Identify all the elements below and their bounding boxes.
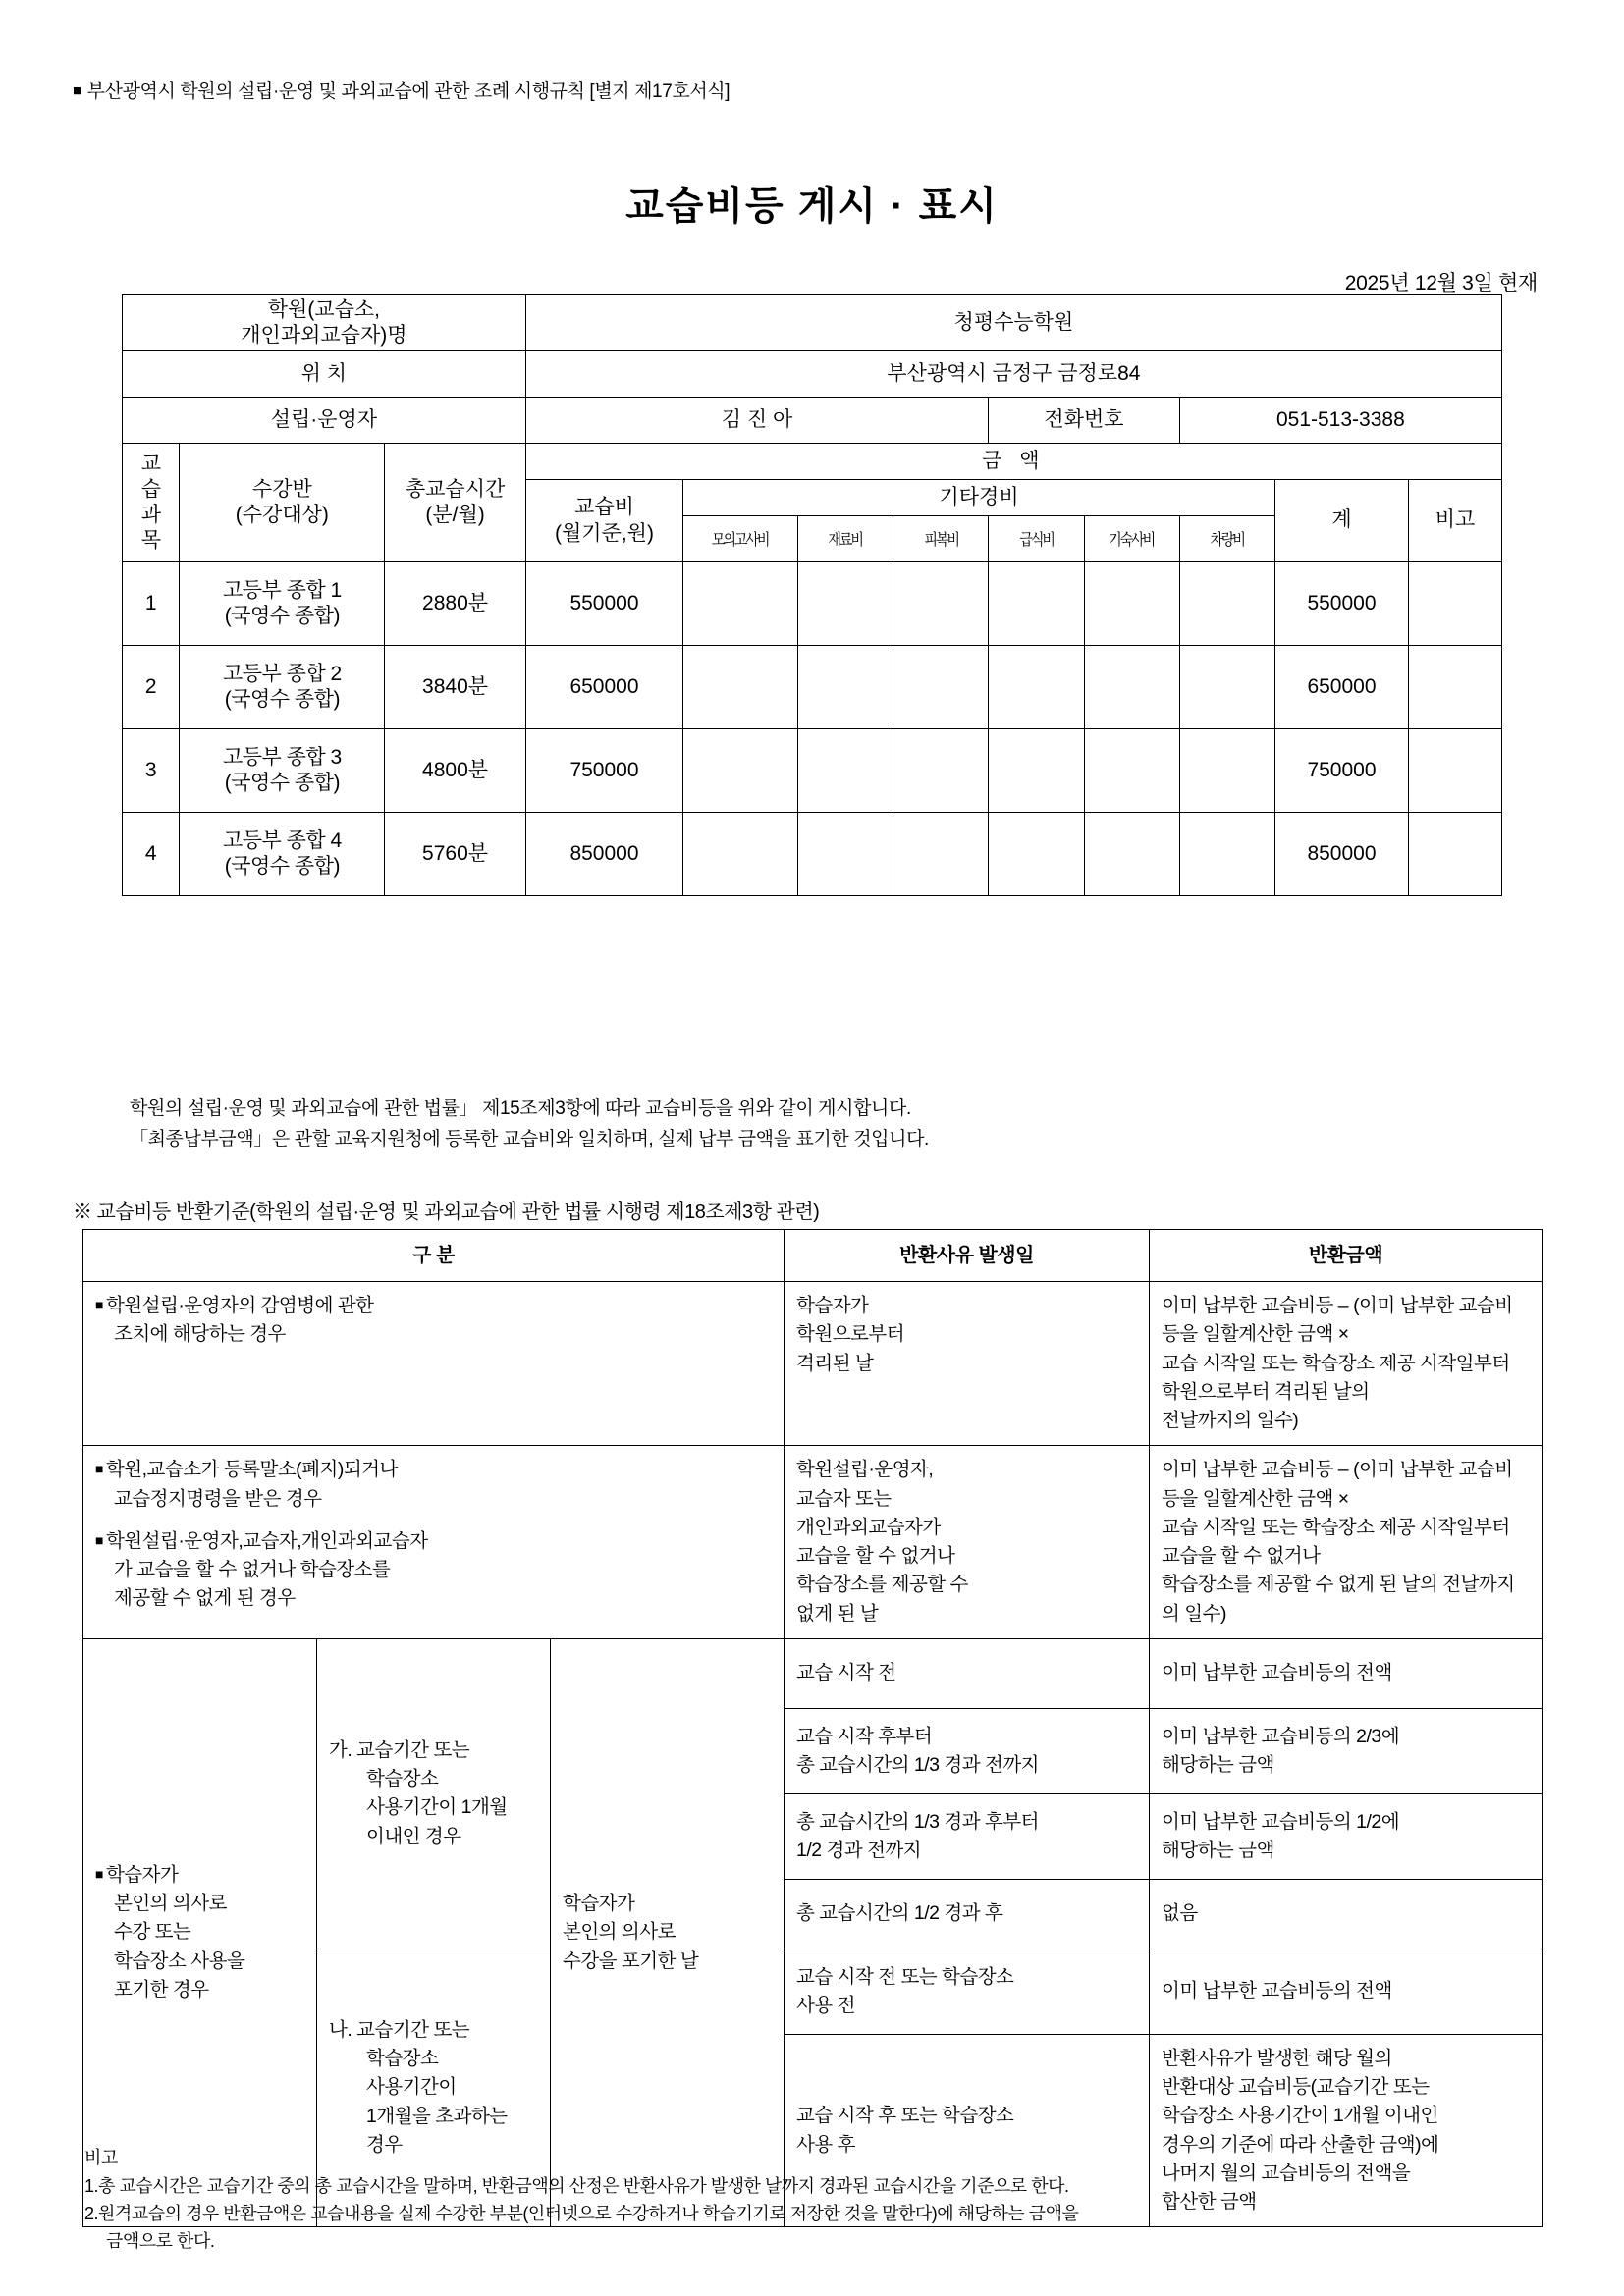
refund-row3-sub-b-line4: 1개월을 초과하는 xyxy=(366,2105,508,2127)
refund-row1-division-line1: 학원설립·운영자의 감염병에 관한 xyxy=(105,1295,374,1316)
square-bullet-icon: ■ xyxy=(73,82,81,99)
phone-value: 051-513-3388 xyxy=(1179,398,1501,444)
row-etc-6 xyxy=(1179,729,1274,813)
row-no: 2 xyxy=(123,646,180,729)
refund-row1-cause xyxy=(785,1282,1150,1446)
refund-condition xyxy=(785,1638,1150,1708)
fee-table xyxy=(122,294,1502,896)
refund-header-cause-date: 반환사유 발생일 xyxy=(785,1230,1150,1282)
row-etc-5 xyxy=(1084,813,1179,896)
row-etc-2 xyxy=(797,813,893,896)
header-class-line2: (수강대상) xyxy=(235,504,329,526)
square-bullet-icon: ■ xyxy=(95,1461,103,1477)
academy-name-label xyxy=(123,295,526,351)
refund-amount xyxy=(1150,2034,1543,2227)
refund-amount-line1: 이미 납부한 교습비등의 전액 xyxy=(1162,1980,1392,2002)
refund-row2-cause-line4: 교습을 할 수 없거나 xyxy=(796,1545,955,1567)
header-tuition-line1: 교습비 xyxy=(574,496,634,519)
refund-row2-division-a-line2: 교습정지명령을 받은 경우 xyxy=(114,1487,322,1510)
refund-row1-cause-line2: 학원으로부터 xyxy=(796,1323,905,1346)
row-class-line2: (국영수 종합) xyxy=(224,605,340,627)
refund-row1-cause-line3: 격리된 날 xyxy=(796,1352,874,1374)
refund-amount-line5: 나머지 월의 교습비등의 전액을 xyxy=(1162,2162,1411,2184)
row-sum: 850000 xyxy=(1274,813,1408,896)
header-class-line1: 수강반 xyxy=(251,477,312,501)
refund-row3-division-line3: 수강 또는 xyxy=(114,1921,191,1944)
row-class xyxy=(180,813,385,896)
header-subject-char-2: 습 xyxy=(140,477,161,501)
refund-condition-line1: 총 교습시간의 1/3 경과 후부터 xyxy=(796,1810,1040,1833)
row-etc-6 xyxy=(1179,562,1274,646)
row-etc-1 xyxy=(683,729,798,813)
header-total-time-line1: 총교습시간 xyxy=(405,477,506,501)
refund-row3-cause-line1: 학습자가 xyxy=(563,1893,635,1915)
row-remark xyxy=(1409,729,1502,813)
refund-row1-division-line2: 조치에 해당하는 경우 xyxy=(114,1323,286,1346)
refund-condition-line2: 1/2 경과 전까지 xyxy=(796,1839,922,1861)
row-etc-3 xyxy=(893,646,989,729)
header-sum: 계 xyxy=(1274,480,1408,562)
row-etc-4 xyxy=(989,729,1084,813)
header-tuition xyxy=(525,480,682,562)
row-tuition: 650000 xyxy=(525,646,682,729)
refund-row3-sub-a-line3: 사용기간이 1개월 xyxy=(366,1796,508,1819)
row-etc-4 xyxy=(989,562,1084,646)
header-subject-char-1: 교 xyxy=(140,452,161,475)
location-value: 부산광역시 금정구 금정로84 xyxy=(525,351,1501,398)
refund-amount-line2: 해당하는 금액 xyxy=(1162,1753,1274,1776)
refund-condition-line1: 교습 시작 후부터 xyxy=(796,1725,933,1747)
row-tuition: 850000 xyxy=(525,813,682,896)
refund-row3-sub-b-line1: 나. 교습기간 또는 xyxy=(329,2018,470,2041)
refund-row3-sub-a-line1: 가. 교습기간 또는 xyxy=(329,1738,470,1761)
note-line-1: 학원의 설립·운영 및 과외교습에 관한 법률」 제15조제3항에 따라 교습비등을 위와 같이 게시합니다. xyxy=(130,1098,911,1119)
refund-condition-line2: 사용 전 xyxy=(796,1994,855,2016)
header-amount: 금 액 xyxy=(525,444,1501,480)
row-etc-3 xyxy=(893,729,989,813)
row-no: 1 xyxy=(123,562,180,646)
row-etc-4 xyxy=(989,646,1084,729)
square-bullet-icon: ■ xyxy=(95,1531,103,1548)
refund-amount xyxy=(1150,1949,1543,2034)
refund-row2-division-b-line3: 제공할 수 없게 된 경우 xyxy=(114,1587,296,1610)
row-remark xyxy=(1409,813,1502,896)
refund-row1-amount-line2: 교습 시작일 또는 학습장소 제공 시작일부터 학원으로부터 격리된 날의 xyxy=(1162,1352,1510,1403)
refund-condition xyxy=(785,1949,1150,2034)
refund-row1-division xyxy=(83,1282,785,1446)
refund-row2-cause xyxy=(785,1446,1150,1639)
refund-amount-line1: 이미 납부한 교습비등의 전액 xyxy=(1162,1662,1392,1684)
header-etc-item-2: 재료비 xyxy=(797,516,893,562)
header-class xyxy=(180,444,385,562)
row-tuition: 750000 xyxy=(525,729,682,813)
refund-row3-sub-b-line5: 경우 xyxy=(366,2133,403,2156)
header-etc-item-3: 피복비 xyxy=(893,516,989,562)
table-row xyxy=(123,562,1502,646)
row-tuition: 550000 xyxy=(525,562,682,646)
row-class xyxy=(180,646,385,729)
table-row xyxy=(123,646,1502,729)
header-etc-item-6: 차량비 xyxy=(1179,516,1274,562)
refund-amount-line3: 학습장소 사용기간이 1개월 이내인 xyxy=(1162,2105,1438,2127)
refund-amount-line6: 합산한 금액 xyxy=(1162,2191,1257,2213)
row-remark xyxy=(1409,562,1502,646)
refund-row3-cause-line2: 본인의 의사로 xyxy=(563,1921,676,1944)
refund-condition xyxy=(785,1708,1150,1793)
row-etc-5 xyxy=(1084,729,1179,813)
footnote-item-2: 2.원격교습의 경우 반환금액은 교습내용을 실제 수강한 부분(인터넷으로 수강하거나 학습기기로 저장한 것을 말한다)에 해당하는 금액을 xyxy=(84,2203,1079,2223)
row-etc-4 xyxy=(989,813,1084,896)
header-subject-char-3: 과 xyxy=(140,504,161,526)
form-code-text: 부산광역시 학원의 설립·운영 및 과외교습에 관한 조례 시행규칙 [별지 제17호서식] xyxy=(86,81,731,102)
refund-row2-amount-line2: 교습 시작일 또는 학습장소 제공 시작일부터 교습을 할 수 없거나 xyxy=(1162,1516,1510,1567)
row-remark xyxy=(1409,646,1502,729)
refund-row1-amount xyxy=(1150,1282,1543,1446)
refund-section-title: ※ 교습비등 반환기준(학원의 설립·운영 및 과외교습에 관한 법률 시행령 제18조제3항 관련) xyxy=(73,1201,820,1223)
refund-row2-amount xyxy=(1150,1446,1543,1639)
row-etc-5 xyxy=(1084,646,1179,729)
phone-label: 전화번호 xyxy=(989,398,1179,444)
row-total-time: 4800분 xyxy=(385,729,525,813)
refund-row1-amount-line3: 전날까지의 일수) xyxy=(1162,1410,1299,1431)
refund-header-division: 구 분 xyxy=(83,1230,785,1282)
fee-table-container xyxy=(122,294,1502,896)
footnotes-title: 비고 xyxy=(84,2148,118,2167)
as-of-date: 2025년 12월 3일 현재 xyxy=(1344,272,1538,294)
row-class-line2: (국영수 종합) xyxy=(224,688,340,711)
refund-row3-sub-a xyxy=(317,1638,551,1949)
row-etc-3 xyxy=(893,813,989,896)
refund-condition-line1: 교습 시작 전 xyxy=(796,1662,896,1684)
notes-block xyxy=(130,1095,929,1155)
refund-amount-line2: 해당하는 금액 xyxy=(1162,1839,1274,1861)
table-row-location xyxy=(123,351,1502,398)
row-etc-3 xyxy=(893,562,989,646)
header-tuition-line2: (월기준,원) xyxy=(555,521,654,545)
row-sum: 550000 xyxy=(1274,562,1408,646)
footnote-item-2-cont: 금액으로 한다. xyxy=(106,2230,215,2251)
header-etc: 기타경비 xyxy=(683,480,1275,516)
header-etc-item-5: 기숙사비 xyxy=(1084,516,1179,562)
row-no: 3 xyxy=(123,729,180,813)
refund-amount-line1: 이미 납부한 교습비등의 2/3에 xyxy=(1162,1725,1400,1747)
refund-row2-cause-line3: 개인과외교습자가 xyxy=(796,1516,941,1538)
refund-row3-cause xyxy=(551,1638,785,2227)
form-code-line xyxy=(73,77,730,103)
row-class xyxy=(180,729,385,813)
refund-condition-line1: 교습 시작 후 또는 학습장소 xyxy=(796,2105,1014,2127)
refund-row-1 xyxy=(83,1282,1543,1446)
header-total-time xyxy=(385,444,525,562)
fee-header-row-1 xyxy=(123,444,1502,480)
refund-row2-cause-line2: 교습자 또는 xyxy=(796,1487,892,1510)
refund-row2-cause-line5: 학습장소를 제공할 수 xyxy=(796,1574,968,1596)
header-remark: 비고 xyxy=(1409,480,1502,562)
refund-table-container xyxy=(82,1229,1542,2227)
refund-amount-line4: 경우의 기준에 따라 산출한 금액)에 xyxy=(1162,2133,1439,2156)
refund-table xyxy=(82,1229,1543,2227)
refund-condition-line2: 사용 후 xyxy=(796,2133,855,2156)
refund-row2-cause-line6: 없게 된 날 xyxy=(796,1602,879,1625)
refund-amount-line1: 이미 납부한 교습비등의 1/2에 xyxy=(1162,1810,1400,1833)
refund-header-amount: 반환금액 xyxy=(1150,1230,1543,1282)
header-subject xyxy=(123,444,180,562)
refund-condition-line1: 교습 시작 전 또는 학습장소 xyxy=(796,1965,1014,1988)
refund-condition xyxy=(785,1879,1150,1949)
refund-row2-division-b-line2: 가 교습을 할 수 없거나 학습장소를 xyxy=(114,1559,391,1580)
refund-row2-division xyxy=(83,1446,785,1639)
row-total-time: 3840분 xyxy=(385,646,525,729)
row-class-line1: 고등부 종합 3 xyxy=(222,745,342,769)
refund-row1-cause-line1: 학습자가 xyxy=(796,1295,869,1316)
refund-condition xyxy=(785,1793,1150,1879)
table-row xyxy=(123,813,1502,896)
refund-row3-division-line5: 포기한 경우 xyxy=(114,1978,209,2001)
page-title: 교습비등 게시 · 표시 xyxy=(625,185,999,228)
header-subject-char-4: 목 xyxy=(140,529,161,553)
refund-condition-line2: 총 교습시간의 1/3 경과 전까지 xyxy=(796,1753,1040,1776)
row-etc-2 xyxy=(797,562,893,646)
header-total-time-line2: (분/월) xyxy=(425,504,485,526)
refund-amount xyxy=(1150,1638,1543,1708)
note-line-2: 「최종납부금액」은 관할 교육지원청에 등록한 교습비와 일치하며, 실제 납부 금액을 표기한 것입니다. xyxy=(130,1128,929,1149)
square-bullet-icon: ■ xyxy=(95,1865,103,1882)
row-no: 4 xyxy=(123,813,180,896)
refund-amount-line1: 없음 xyxy=(1162,1902,1198,1925)
header-etc-item-4: 급식비 xyxy=(989,516,1084,562)
row-total-time: 2880분 xyxy=(385,562,525,646)
refund-amount xyxy=(1150,1708,1543,1793)
refund-row1-amount-line1: 이미 납부한 교습비등 – (이미 납부한 교습비등을 일할계산한 금액 × xyxy=(1162,1295,1513,1346)
refund-row3-division-line2: 본인의 의사로 xyxy=(114,1893,227,1915)
square-bullet-icon: ■ xyxy=(95,1297,103,1312)
row-etc-6 xyxy=(1179,813,1274,896)
row-etc-1 xyxy=(683,646,798,729)
row-etc-1 xyxy=(683,562,798,646)
footnote-item-1: 1.총 교습시간은 교습기간 중의 총 교습시간을 말하며, 반환금액의 산정은 반환사유가 발생한 날까지 경과된 교습시간을 기준으로 한다. xyxy=(84,2175,1069,2196)
location-label: 위 치 xyxy=(123,351,526,398)
header-etc-item-1: 모의고사비 xyxy=(683,516,798,562)
refund-row3-sub-a-line2: 학습장소 xyxy=(366,1768,439,1789)
refund-header-row xyxy=(83,1230,1543,1282)
academy-name-value: 청평수능학원 xyxy=(525,295,1501,351)
refund-row2-amount-line3: 학습장소를 제공할 수 없게 된 날의 전날까지의 일수) xyxy=(1162,1574,1515,1625)
refund-row3-cause-line3: 수강을 포기한 날 xyxy=(563,1949,699,1972)
refund-amount-line1: 반환사유가 발생한 해당 월의 xyxy=(1162,2047,1392,2069)
owner-label: 설립·운영자 xyxy=(123,398,526,444)
row-etc-2 xyxy=(797,646,893,729)
footnotes-block xyxy=(84,2145,1078,2256)
refund-row3-division-line1: 학습자가 xyxy=(105,1863,179,1886)
academy-label-line1: 학원(교습소, xyxy=(267,297,381,321)
refund-amount xyxy=(1150,1793,1543,1879)
row-sum: 750000 xyxy=(1274,729,1408,813)
row-class-line1: 고등부 종합 4 xyxy=(222,828,342,852)
refund-row3-division-line4: 학습장소 사용을 xyxy=(114,1949,245,1972)
refund-amount-line2: 반환대상 교습비등(교습기간 또는 xyxy=(1162,2076,1430,2098)
refund-row2-amount-line1: 이미 납부한 교습비등 – (이미 납부한 교습비등을 일할계산한 금액 × xyxy=(1162,1459,1513,1510)
refund-row-2 xyxy=(83,1446,1543,1639)
row-class xyxy=(180,562,385,646)
row-class-line1: 고등부 종합 2 xyxy=(222,662,342,685)
refund-row3-sub-b-line3: 사용기간이 xyxy=(366,2076,457,2099)
table-row-owner xyxy=(123,398,1502,444)
table-row xyxy=(123,729,1502,813)
owner-value: 김 진 아 xyxy=(525,398,989,444)
refund-row3-sub-a-line4: 이내인 경우 xyxy=(366,1825,461,1847)
row-class-line2: (국영수 종합) xyxy=(224,855,340,878)
row-total-time: 5760분 xyxy=(385,813,525,896)
refund-row2-division-a-line1: 학원,교습소가 등록말소(폐지)되거나 xyxy=(105,1459,398,1481)
row-class-line1: 고등부 종합 1 xyxy=(222,578,342,602)
refund-condition-line1: 총 교습시간의 1/2 경과 후 xyxy=(796,1902,1003,1925)
refund-amount xyxy=(1150,1879,1543,1949)
row-etc-1 xyxy=(683,813,798,896)
row-etc-2 xyxy=(797,729,893,813)
academy-label-line2: 개인과외교습자)명 xyxy=(241,324,407,347)
refund-row3-division xyxy=(83,1638,317,2227)
table-row-academy xyxy=(123,295,1502,351)
row-etc-6 xyxy=(1179,646,1274,729)
refund-row2-division-b-line1: 학원설립·운영자,교습자,개인과외교습자 xyxy=(105,1529,428,1552)
refund-row-3-item-1 xyxy=(83,1638,1543,1708)
row-etc-5 xyxy=(1084,562,1179,646)
row-class-line2: (국영수 종합) xyxy=(224,772,340,794)
row-sum: 650000 xyxy=(1274,646,1408,729)
refund-row2-cause-line1: 학원설립·운영자, xyxy=(796,1459,934,1481)
refund-row3-sub-b-line2: 학습장소 xyxy=(366,2048,439,2070)
